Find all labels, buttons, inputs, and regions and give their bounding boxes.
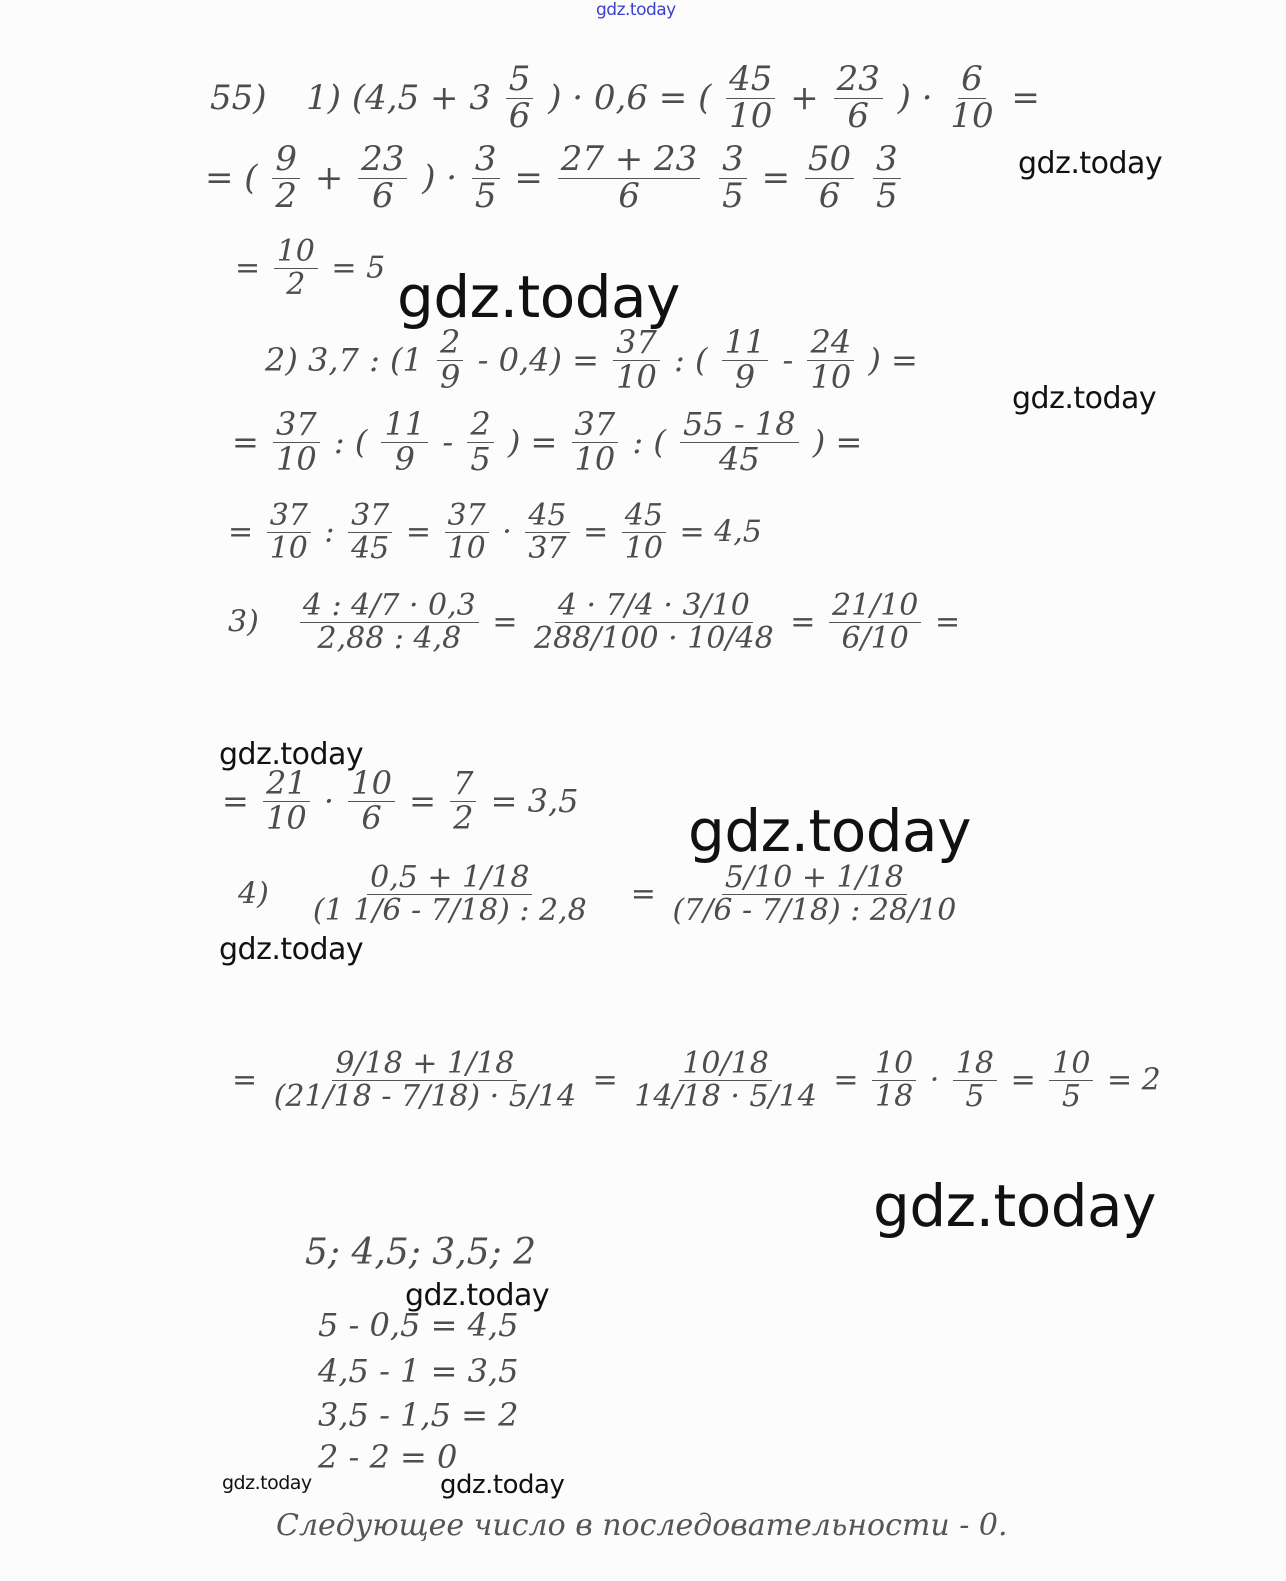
- part4-line2: [232, 1048, 1161, 1112]
- numerator: 24: [807, 326, 854, 361]
- numerator: 21: [263, 767, 310, 802]
- numerator: 5: [506, 62, 534, 99]
- fraction: [506, 59, 534, 136]
- expr: =: [833, 1062, 859, 1098]
- numerator: 3: [873, 142, 901, 179]
- denominator: 10: [616, 357, 657, 396]
- part2-line3: [228, 500, 762, 564]
- expr: = 2: [1107, 1062, 1161, 1098]
- expr: ·: [502, 514, 512, 550]
- denominator: 6: [508, 95, 531, 136]
- denominator: (7/6 - 7/18) : 28/10: [672, 892, 957, 928]
- numerator: 10: [274, 236, 318, 269]
- denominator: 9: [440, 357, 461, 396]
- fraction: [669, 862, 959, 926]
- expr: ·: [929, 1062, 940, 1098]
- denominator: 10: [729, 95, 773, 136]
- fraction: [267, 500, 311, 564]
- numerator: 37: [267, 500, 311, 533]
- fraction: [947, 59, 996, 136]
- denominator: 37: [528, 530, 567, 566]
- fraction: [274, 236, 318, 300]
- numerator: 10: [1049, 1048, 1093, 1081]
- numerator: 9/18 + 1/18: [332, 1048, 517, 1081]
- denominator: 5: [1061, 1078, 1081, 1114]
- expr: : (: [632, 423, 666, 462]
- denominator: 10: [275, 439, 317, 478]
- denominator: 10: [624, 530, 663, 566]
- fraction: [381, 405, 428, 478]
- expr: =: [592, 1062, 618, 1098]
- fraction: [953, 1048, 997, 1112]
- part1-label: 1): [306, 78, 342, 119]
- sequence: 5; 4,5; 3,5; 2: [305, 1232, 537, 1273]
- fraction: [722, 323, 769, 396]
- numerator: 37: [445, 500, 489, 533]
- expr: ) =: [507, 423, 558, 462]
- expr: =: [790, 604, 816, 640]
- numerator: 11: [722, 326, 769, 361]
- denominator: 2: [453, 798, 474, 837]
- watermark: gdz.today: [873, 1172, 1156, 1240]
- watermark: gdz.today: [397, 263, 680, 331]
- numerator: 10/18: [679, 1048, 771, 1081]
- denominator: 5: [875, 175, 898, 216]
- fraction: [310, 862, 590, 926]
- numerator: 23: [834, 62, 883, 99]
- fraction: [437, 323, 463, 396]
- fraction: [805, 139, 854, 216]
- fraction: [834, 59, 883, 136]
- denominator: 6/10: [841, 620, 909, 656]
- expr: =: [761, 158, 791, 199]
- fraction: [450, 764, 476, 837]
- denominator: 10: [265, 798, 307, 837]
- fraction: [445, 500, 489, 564]
- numerator: 37: [273, 408, 320, 443]
- fraction: [467, 405, 493, 478]
- fraction: [572, 405, 619, 478]
- denominator: 288/100 · 10/48: [534, 620, 774, 656]
- expr: (4,5 + 3: [351, 78, 491, 119]
- expr: = (: [205, 158, 258, 199]
- fraction: [719, 139, 747, 216]
- expr: =: [222, 782, 249, 821]
- fraction: [472, 139, 500, 216]
- numerator: 37: [572, 408, 619, 443]
- fraction: [726, 59, 775, 136]
- numerator: 37: [613, 326, 660, 361]
- watermark: gdz.today: [219, 737, 364, 772]
- expr: = 4,5: [679, 514, 762, 550]
- conclusion: Следующее число в последовательности - 0.: [276, 1508, 1008, 1543]
- expr: =: [514, 158, 543, 199]
- fraction: [807, 323, 854, 396]
- watermark: gdz.today: [1018, 146, 1163, 181]
- denominator: 10: [574, 439, 616, 478]
- fraction: [348, 500, 392, 564]
- fraction: [613, 323, 660, 396]
- expr: =: [583, 514, 609, 550]
- expr: =: [232, 1062, 258, 1098]
- denominator: 6: [361, 798, 382, 837]
- part1-line2: [205, 139, 905, 216]
- expr: : (: [673, 341, 708, 380]
- watermark: gdz.today: [688, 797, 971, 865]
- expr: - 0,4) =: [477, 341, 599, 380]
- difference-line: 4,5 - 1 = 3,5: [318, 1352, 519, 1390]
- expr: -: [442, 423, 454, 462]
- expr: =: [1010, 1062, 1036, 1098]
- numerator: 45: [726, 62, 775, 99]
- expr: =: [235, 250, 261, 286]
- denominator: 6: [618, 175, 640, 216]
- denominator: 10: [447, 530, 486, 566]
- denominator: 10: [810, 357, 852, 396]
- expr: +: [790, 78, 819, 119]
- numerator: 45: [622, 500, 666, 533]
- expr: :: [324, 514, 335, 550]
- denominator: 45: [718, 439, 760, 478]
- watermark: gdz.today: [596, 0, 676, 20]
- fraction: [872, 1048, 916, 1112]
- numerator: 18: [953, 1048, 997, 1081]
- denominator: 14/18 · 5/14: [634, 1078, 817, 1114]
- numerator: 45: [525, 500, 569, 533]
- fraction: [273, 405, 320, 478]
- numerator: 10: [872, 1048, 916, 1081]
- fraction: [680, 405, 799, 478]
- fraction: [263, 764, 310, 837]
- fraction: [631, 1048, 819, 1112]
- expr: ) ·: [422, 158, 458, 199]
- expr: =: [1011, 78, 1040, 119]
- numerator: 55 - 18: [680, 408, 799, 443]
- numerator: 2: [467, 408, 493, 443]
- fraction: [271, 1048, 579, 1112]
- expr: =: [228, 514, 254, 550]
- denominator: (1 1/6 - 7/18) : 2,8: [312, 892, 587, 928]
- fraction: [358, 139, 407, 216]
- expr: ) =: [868, 341, 918, 380]
- part2-line2: [232, 405, 863, 478]
- fraction: [348, 764, 395, 837]
- numerator: 9: [272, 142, 300, 179]
- part1-line3: [235, 236, 385, 300]
- expr: : (: [333, 423, 368, 462]
- denominator: 5: [965, 1078, 985, 1114]
- denominator: 5: [722, 175, 744, 216]
- numerator: 2: [437, 326, 463, 361]
- numerator: 3: [719, 142, 747, 179]
- denominator: 18: [875, 1078, 914, 1114]
- expr: +: [314, 158, 344, 199]
- numerator: 50: [805, 142, 854, 179]
- part3-line1: [228, 590, 960, 654]
- watermark: gdz.today: [405, 1278, 550, 1313]
- expr: = 3,5: [490, 782, 579, 821]
- fraction: [829, 590, 921, 654]
- denominator: 9: [734, 357, 756, 396]
- part2-line1: [265, 323, 918, 396]
- expr: = 5: [331, 250, 386, 286]
- part4-line1: [238, 862, 963, 926]
- numerator: 3: [472, 142, 500, 179]
- numerator: 4 · 7/4 · 3/10: [555, 590, 753, 623]
- denominator: 5: [470, 439, 491, 478]
- numerator: 23: [358, 142, 407, 179]
- part3-label: 3): [228, 604, 259, 640]
- part2-label: 2): [265, 341, 298, 380]
- numerator: 4 : 4/7 · 0,3: [300, 590, 479, 623]
- denominator: 9: [394, 439, 416, 478]
- part4-label: 4): [238, 876, 269, 912]
- numerator: 0,5 + 1/18: [367, 862, 532, 895]
- denominator: 10: [950, 95, 994, 136]
- fraction: [525, 500, 569, 564]
- fraction: [272, 139, 300, 216]
- denominator: 2,88 : 4,8: [317, 620, 462, 656]
- fraction: [531, 590, 777, 654]
- numerator: 21/10: [829, 590, 921, 623]
- fraction: [622, 500, 666, 564]
- denominator: 6: [847, 95, 870, 136]
- expr: =: [492, 604, 518, 640]
- numerator: 11: [381, 408, 428, 443]
- denominator: 10: [269, 530, 308, 566]
- expr: =: [409, 782, 436, 821]
- numerator: 27 + 23: [558, 142, 701, 179]
- denominator: 45: [351, 530, 390, 566]
- watermark: gdz.today: [440, 1470, 565, 1500]
- numerator: 37: [348, 500, 392, 533]
- denominator: 2: [286, 266, 306, 302]
- numerator: 5/10 + 1/18: [722, 862, 907, 895]
- fraction: [558, 139, 701, 216]
- watermark: gdz.today: [219, 932, 364, 967]
- numerator: 7: [450, 767, 476, 802]
- difference-line: 3,5 - 1,5 = 2: [318, 1396, 519, 1434]
- expr: ·: [323, 782, 335, 821]
- difference-line: 2 - 2 = 0: [318, 1438, 458, 1476]
- difference-line: 5 - 0,5 = 4,5: [318, 1306, 519, 1344]
- expr: ) =: [812, 423, 863, 462]
- fraction: [873, 139, 901, 216]
- denominator: (21/18 - 7/18) · 5/14: [273, 1078, 577, 1114]
- expr: ) · 0,6 = (: [548, 78, 712, 119]
- expr: =: [630, 876, 656, 912]
- denominator: 5: [474, 175, 497, 216]
- watermark: gdz.today: [222, 1472, 312, 1494]
- denominator: 6: [371, 175, 394, 216]
- denominator: 2: [275, 175, 298, 216]
- fraction: [300, 590, 479, 654]
- expr: ) ·: [897, 78, 933, 119]
- expr: =: [934, 604, 961, 640]
- expr: =: [232, 423, 259, 462]
- fraction: [1049, 1048, 1093, 1112]
- numerator: 10: [348, 767, 395, 802]
- numerator: 6: [958, 62, 986, 99]
- part1-line1: [210, 59, 1040, 136]
- watermark: gdz.today: [1012, 381, 1157, 416]
- problem-number: 55): [210, 78, 267, 119]
- denominator: 6: [818, 175, 841, 216]
- expr: 3,7 : (1: [308, 341, 423, 380]
- expr: =: [405, 514, 431, 550]
- expr: -: [782, 341, 794, 380]
- part3-line2: [222, 764, 579, 837]
